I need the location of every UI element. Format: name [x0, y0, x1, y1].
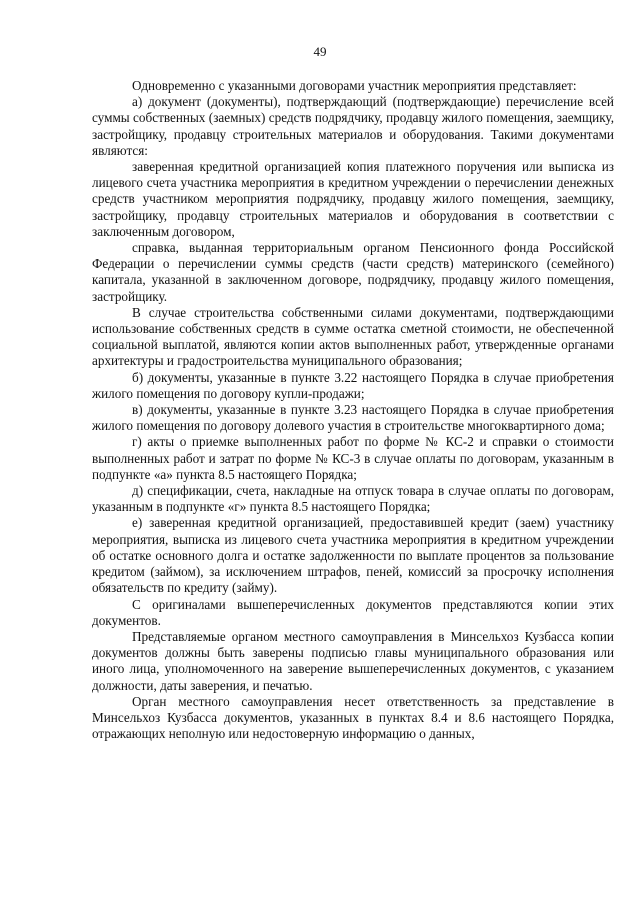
paragraph: В случае строительства собственными силами документами, подтверждающими использование собственных средств в сумме остатка сметной стоимости, не обеспеченной социальной выплатой, являются копии актов выполненных работ, утвержденные органами архитектуры и градостроительства муниципального образования;	[92, 304, 614, 369]
paragraph: Орган местного самоуправления несет ответственность за представление в Минсельхоз Кузбасса документов, указанных в пунктах 8.4 и 8.6 настоящего Порядка, отражающих неполную или недостоверную информацию о данных,	[92, 693, 614, 742]
paragraph: С оригиналами вышеперечисленных документов представляются копии этих документов.	[92, 596, 614, 628]
document-body	[92, 78, 614, 742]
paragraph: Одновременно с указанными договорами участник мероприятия представляет:	[132, 78, 577, 93]
paragraph: б) документы, указанные в пункте 3.22 настоящего Порядка в случае приобретения жилого помещения по договору купли-продажи;	[92, 369, 614, 401]
paragraph: заверенная кредитной организацией копия платежного поручения или выписка из лицевого счета участника мероприятия в кредитном учреждении о перечислении денежных средств участником мероприятия подрядчику, продавцу жилого помещения, заемщику, застройщику, продавцу строительных материалов и оборудования в соответствии с заключенным договором,	[92, 159, 614, 239]
paragraph: д) спецификации, счета, накладные на отпуск товара в случае оплаты по договорам, указанным в подпункте «г» пункта 8.5 настоящего Порядка;	[92, 483, 614, 515]
paragraph: Представляемые органом местного самоуправления в Минсельхоз Кузбасса копии документов должны быть заверены подписью главы муниципального образования или иного лица, уполномоченного на заверение вышеперечисленных документов, с указанием должности, даты заверения, и печатью.	[92, 628, 614, 693]
page-number: 49	[313, 44, 327, 59]
paragraph: а) документ (документы), подтверждающий (подтверждающие) перечисление всей суммы собственных (заемных) средств подрядчику, продавцу жилого помещения, заемщику, застройщику, продавцу строительных материалов и оборудования. Такими документами являются:	[92, 94, 614, 158]
paragraph: г) акты о приемке выполненных работ по форме № КС-2 и справки о стоимости выполненных работ и затрат по форме № КС-3 в случае оплаты по договорам, указанным в подпункте «а» пункта 8.5 настоящего Порядка;	[92, 434, 614, 482]
paragraph: в) документы, указанные в пункте 3.23 настоящего Порядка в случае приобретения жилого помещения по договору долевого участия в строительстве многоквартирного дома;	[92, 402, 614, 434]
paragraph: справка, выданная территориальным органом Пенсионного фонда Российской Федерации о перечислении суммы средств (части средств) материнского (семейного) капитала, указанной в заключенном договоре, подрядчику, продавцу жилого помещения, застройщику.	[92, 240, 614, 304]
paragraph: е) заверенная кредитной организацией, предоставившей кредит (заем) участнику мероприятия, выписка из лицевого счета участника мероприятия в кредитном учреждении об остатке основного долга и остатке задолженности по выплате процентов за пользование кредитом (займом), за исключением штрафов, пеней, комиссий за просрочку исполнения обязательств по кредиту (займу).	[92, 515, 614, 596]
